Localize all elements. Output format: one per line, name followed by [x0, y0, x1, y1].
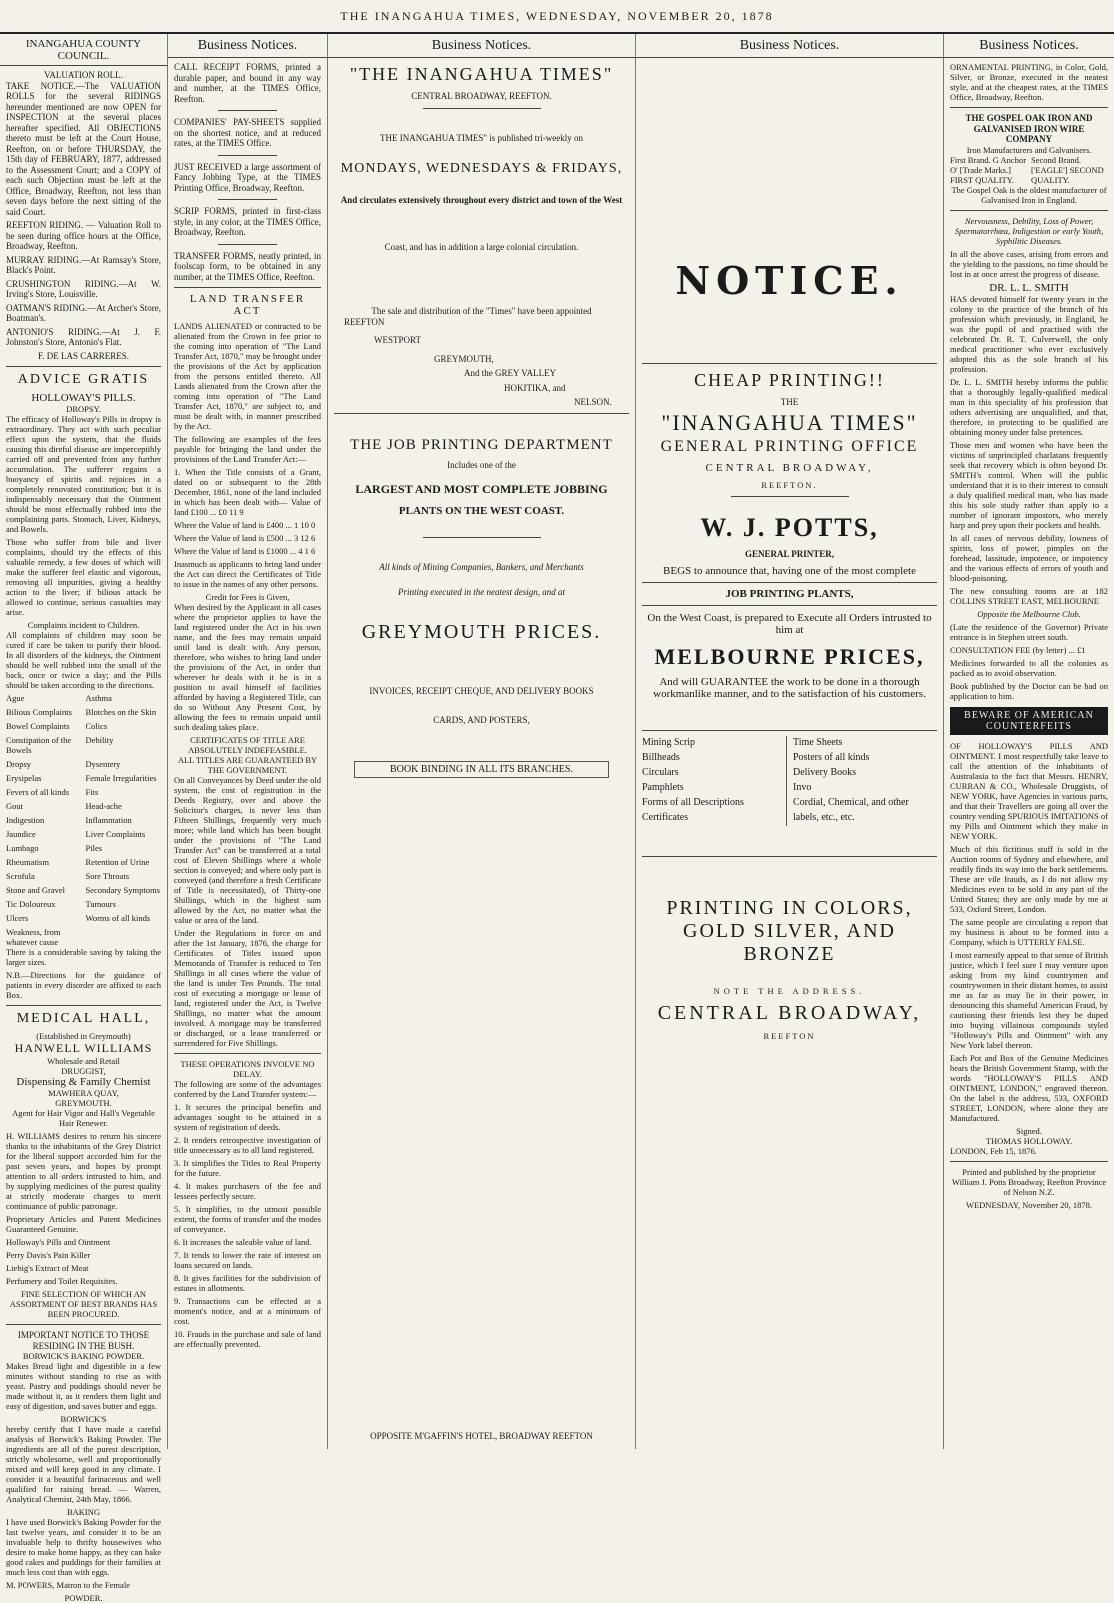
divider — [642, 605, 937, 606]
advantage-item: 8. It gives facilities for the subdivision of estates in allotments. — [174, 1273, 321, 1293]
central-broadway-2: CENTRAL BROADWAY, — [657, 1002, 922, 1024]
place-grey-valley: And the GREY VALLEY — [464, 368, 557, 378]
disease-item: Scrofula — [6, 871, 35, 881]
advantage-item: 9. Transactions can be effected at a moment's notice, and at a minimum of cost. — [174, 1296, 321, 1326]
place-nelson: NELSON. — [574, 397, 612, 407]
smith-title: DR. L. L. SMITH — [989, 281, 1069, 294]
fee-3: Where the Value of land is £500 ... 3 12 6 — [174, 533, 316, 543]
advice-title: ADVICE GRATIS — [17, 372, 150, 387]
times-title: "THE INANGAHUA TIMES" — [349, 64, 614, 84]
divider — [6, 1324, 161, 1325]
dropsy-title: DROPSY. — [66, 404, 101, 414]
potts-name: W. J. POTTS, — [700, 512, 879, 542]
fee-4: Where the Value of land is £1000 ... 4 1 6 — [174, 546, 316, 556]
disease-item: Worms of all kinds — [85, 913, 151, 923]
operations-title: THESE OPERATIONS INVOLVE NO DELAY. — [180, 1059, 315, 1079]
printing-item: Pamphlets — [642, 782, 684, 793]
disease-item: Constipation of the Bowels — [6, 735, 72, 755]
divider — [950, 107, 1108, 108]
job-title: THE JOB PRINTING DEPARTMENT — [350, 436, 613, 453]
imprint-date: WEDNESDAY, November 20, 1878. — [965, 1199, 1093, 1210]
fee-1: 1. When the Title consists of a Grant, dated on or subsequent to the 28th December, 1861, none of the land included in which has been dealt with— Value of land £100 ... £0 11 9 — [174, 467, 321, 517]
divider — [950, 210, 1108, 211]
gospel-oak-sub: Iron Manufacturers and Galvanisers. — [966, 144, 1092, 155]
notice-jobbing-type: JUST RECEIVED a large assortment of Fancy Jobbing Type, at the TIMES Printing Office, Broadway, Reefton. — [174, 161, 321, 193]
medical-title: MEDICAL HALL, — [16, 1011, 151, 1026]
advantage-item: 2. It renders retrospective investigation of title unnecessary as to all land registered. — [174, 1135, 321, 1155]
ornamental-notice: ORNAMENTAL PRINTING, in Color, Gold, Silver, or Bronze, executed in the neatest style, and at the cheapest rates, at the TIMES Office, Broadway, Reefton. — [950, 62, 1108, 102]
certificates-title: CERTIFICATES OF TITLE ARE ABSOLUTELY INDEFEASIBLE. — [188, 735, 307, 755]
divider — [950, 1161, 1108, 1162]
advantages-list — [174, 1102, 321, 1349]
bookbinding-line: BOOK BINDING IN ALL ITS BRANCHES. — [354, 761, 609, 778]
printing-item: Posters of all kinds — [793, 752, 870, 763]
riding-1: REEFTON RIDING. — Valuation Roll to be seen during office hours at the Office, Broadway, Reefton. — [6, 220, 161, 251]
advantage-item: 5. It simplifies, to the utmost possible extent, the forms of transfer and the modes of conveyance. — [174, 1204, 321, 1234]
divider — [642, 363, 937, 364]
nervousness-line: Nervousness, Debility, Loss of Power, Spermatorrhœa, Indigestion or early Youth, Syphilitic Diseases. — [954, 215, 1104, 246]
gospel-oak-title: THE GOSPEL OAK IRON AND GALVANISED IRON WIRE COMPANY — [965, 113, 1093, 144]
printing-line: Printing executed in the neatest design, and at — [398, 586, 565, 597]
notice-heading: NOTICE. — [675, 258, 904, 303]
circulates-line-2: Coast, and has in addition a large colonial circulation. — [384, 241, 579, 252]
holloway-text-2: Much of this fictitious stuff is sold in the Auction rooms of Sydney and elsewhere, and readily finds its way into the back settlements. These are vile frauds, as I do not allow my Medicines even to be sold in any part of the United States; they are only made by me at 533, Oxford Street, London. — [950, 843, 1108, 914]
advantage-item: 3. It simplifies the Titles to Real Property for the future. — [174, 1158, 321, 1178]
divider — [334, 413, 629, 414]
column-2 — [168, 34, 328, 1449]
medical-text: H. WILLIAMS desires to return his sincere thanks to the inhabitants of the Grey District for the liberal support accorded him for the past seven years, and hopes by prompt attention to all orders intrusted to him, and by supplying medicines of the purest quality at strictly moderate charges to merit continuance of public patronage. — [6, 1131, 161, 1211]
guaranteed-text-2: Under the Regulations in force on and after the 1st January, 1876, the charge for Certificates of Titles issued upon Memoranda of Transfer is reduced to Ten Shillings in all cases where the value of the land is under Ten Pounds. The total cost of executing a mortgage or lease of land, registered under the Act, is Twelve Shillings, no matter what the amount involved. A mortgage may be transferred or discharged, or a lease transferred or surrendered for Five Shillings. — [174, 928, 321, 1048]
medical-name: HANWELL WILLIAMS — [14, 1041, 153, 1055]
items-right-list — [787, 736, 937, 826]
place-westport: WESTPORT — [374, 335, 421, 345]
divider — [731, 496, 849, 497]
reefton-label-2: REEFTON — [763, 1031, 816, 1041]
divider — [174, 1053, 321, 1054]
holloway-title: HOLLOWAY'S PILLS. — [31, 392, 136, 404]
holloway-text: OF HOLLOWAY'S PILLS AND OINTMENT. I most respectfully take leave to call the attention of the inhabitants of Australasia to the fact that Messrs. HENRY, CURRAN & CO., Wholesale Druggists, of NEW YORK, have Agencies in various parts, and that their Travellers are going all over the country vending SPURIOUS IMITATIONS of my Pills and Ointment which they make in NEW YORK. — [950, 740, 1108, 841]
smith-late: (Late the residence of the Governor) Private entrance is in Stephen street south. — [950, 621, 1108, 642]
smith-club: Opposite the Melbourne Club. — [977, 608, 1081, 619]
holloway-text-2: Those who suffer from bile and liver complaints, should try the effects of this valuable remedy, a few doses of which will make the sufferer feel elastic and vigorous, removing all impurities, giving a healthy action to the liver; if bilious attack be allowed to continue, serious casualties may arise. — [6, 537, 161, 617]
borwick-text-2: hereby certify that I have made a careful analysis of Borwick's Baking Powder. The ingredients are all of the purest description, strictly wholesome, well and proportionally mixed and will keep good in any climate. I consider it a beautiful farinaceous and well qualified for raising bread. — Warren, Analytical Chemist, 24th May, 1866. — [6, 1424, 161, 1504]
business-notices-header: Business Notices. — [168, 34, 327, 58]
smith-text-3: Those men and women who have been the victims of unprincipled charlatans frequently seek that recovery which is often beyond Dr. SMITH's control. When will the public understand that it is to their interest to consult a duly qualified medical man, who has made this his sole study rather than apply to a number of ignorant impostors, who merely harp and prey upon their pockets and health. — [950, 439, 1108, 530]
baking-heading: BAKING — [66, 1507, 101, 1517]
baking-sign: M. POWERS, Matron to the Female — [6, 1580, 130, 1590]
medical-selection: FINE SELECTION OF WHICH AN ASSORTMENT OF BEST BRANDS HAS BEEN PROCURED. — [9, 1289, 158, 1319]
printing-item: Time Sheets — [793, 737, 843, 748]
notice-transfer-forms: TRANSFER FORMS, neatly printed, in foolscap form, to be obtained in any number, at the TIMES Office, Reefton. — [174, 250, 321, 282]
divider — [6, 366, 161, 367]
publishing-days: MONDAYS, WEDNESDAYS & FRIDAYS, — [340, 161, 623, 176]
advantages-intro: The following are some of the advantages conferred by the Land Transfer system:— — [174, 1079, 321, 1099]
kinds-line: All kinds of Mining Companies, Bankers, and Merchants — [379, 562, 584, 572]
powder-label: POWDER. — [64, 1593, 103, 1603]
land-fees: The following are examples of the fees payable for bringing the land under the provisions of the Land Transfer Act:— — [174, 434, 321, 464]
disease-item: Gout — [6, 801, 23, 811]
place-reefton: REEFTON — [344, 316, 385, 327]
printing-item: Certificates — [642, 812, 689, 823]
beware-banner: BEWARE OF AMERICAN COUNTERFEITS — [950, 707, 1108, 735]
divider — [642, 582, 937, 583]
credit-text: When desired by the Applicant in all cases where the proprietor applies to have the land registered under the Act in his own name, and the fees may remain unpaid until land is dealt with. Any person, therefore, who wishes to bring land under the provisions of the Act, in order that wherever he deals with it he is in a position to avail himself of facilities afforded by having a Registered Title, can do so Without Any Present Cost, by allowing the fees to remain unpaid until such dealing takes place. — [174, 602, 321, 732]
gospel-oak-brands — [950, 155, 1108, 185]
published-line: THE INANGAHUA TIMES" is published tri-weekly on — [380, 132, 583, 143]
notice-scrip-forms: SCRIP FORMS, printed in first-class style, in any color, at the TIMES Office, Broadway, Reefton. — [174, 206, 321, 237]
complaints-text: All complaints of children may soon be cured if care be taken to purify their blood. In all disorders of the kidneys, the Ointment should be well rubbed into the small of the back, once or twice a day; and the Pills should be taken according to the directions. — [6, 630, 161, 690]
complaints-title: Complaints incident to Children. — [27, 620, 140, 630]
imprint: Printed and published by the proprietor William J. Potts Broadway, Reefton Province of Nelson N.Z. — [951, 1166, 1107, 1197]
disease-item: Head-ache — [85, 801, 122, 811]
medical-line-5: GREYMOUTH. — [55, 1098, 112, 1108]
items-left-list — [642, 736, 787, 826]
disease-item: Bilious Complaints — [6, 707, 72, 717]
disease-item: Stone and Gravel — [6, 885, 66, 895]
saving-note: There is a considerable saving by taking the larger sizes. — [6, 947, 161, 967]
medical-agent: Agent for Hair Vigor and Hall's Vegetable Hair Renewer. — [12, 1108, 155, 1128]
melbourne-prices: MELBOURNE PRICES, — [654, 644, 925, 669]
notice-receipt-forms: CALL RECEIPT FORMS, printed a durable paper, and bound in any way and number, at the TIMES Office, Reefton. — [174, 62, 321, 104]
advantage-item: 10. Frauds in the purchase and sale of land are effectually prevented. — [174, 1329, 321, 1349]
column-4 — [636, 34, 944, 1449]
smith-text-4: In all cases of nervous debility, lowness of spirits, loss of power, pimples on the forehead, lassitude, impotence, or impotency and the various effects of errors of youth and blood-poisoning. — [950, 532, 1108, 583]
divider — [174, 287, 321, 288]
divider — [423, 108, 541, 109]
printing-item: Invo — [793, 782, 812, 793]
brand-second: Second Brand. ['EAGLE'] SECOND QUALITY. — [1031, 154, 1104, 185]
divider — [642, 730, 937, 731]
advantage-item: 1. It secures the principal benefits and advantages sought to be attained in a system of registration of deeds. — [174, 1102, 321, 1132]
valuation-title: VALUATION ROLL. — [44, 70, 123, 80]
advantage-item: 4. It makes purchasers of the fee and lessees perfectly secure. — [174, 1181, 321, 1201]
land-transfer-title: LAND TRANSFER ACT — [189, 293, 306, 317]
job-includes: Includes one of the — [447, 459, 516, 470]
divider — [218, 199, 277, 200]
printing-items — [642, 736, 937, 826]
disease-item: Lumbago — [6, 843, 39, 853]
general-printer: GENERAL PRINTER, — [744, 548, 834, 559]
nervousness-text: In all the above cases, arising from errors and the yielding to the passions, no time should be lost in at once arrest the progress of disease. — [950, 248, 1108, 279]
borwick-title: IMPORTANT NOTICE TO THOSE RESIDING IN THE BUSH. — [17, 1330, 150, 1351]
the-label: THE — [780, 397, 799, 407]
business-notices-header: Business Notices. — [944, 34, 1114, 58]
holloway-text-3: The same people are circulating a report that my business is about to be formed into a Company, which is UTTERLY FALSE. — [950, 916, 1108, 947]
disease-item: Fits — [85, 787, 99, 797]
valuation-text: TAKE NOTICE.—The VALUATION ROLLS for the several RIDINGS hereunder mentioned are now OPEN for INSPECTION at the several places hereafter specified. All OBJECTIONS thereto must be left at the Court House, Reefton, on or before THURSDAY, the 15th day of FEBRUARY, 1877, addressed to the Assessment Court; and a COPY of each such Objection must be left at the Office, Broadway, Reefton, not less than seven days before the next sitting of the said Court. — [6, 80, 161, 217]
smith-fee: CONSULTATION FEE (by letter) ... £1 — [950, 644, 1086, 655]
printing-item: Circulars — [642, 767, 679, 778]
guaranteed-title: ALL TITLES ARE GUARANTEED BY THE GOVERNMENT. — [177, 755, 318, 775]
disease-item: Fevers of all kinds — [6, 787, 70, 797]
diseases-list — [6, 693, 161, 947]
disease-item: Dysentery — [85, 759, 121, 769]
disease-item: Weakness, from whatever cause — [6, 927, 61, 947]
medical-item-2: Holloway's Pills and Ointment — [6, 1237, 111, 1247]
printing-item: Forms of all Descriptions — [642, 797, 744, 808]
medical-item-5: Perfumery and Toilet Requisites. — [6, 1276, 118, 1286]
advantage-item: 7. It tends to lower the rate of interest on loans secured on lands. — [174, 1250, 321, 1270]
divider — [642, 856, 937, 857]
signed-label: Signed. — [1016, 1125, 1042, 1136]
circulates-line: And circulates extensively throughout every district and town of the West — [340, 195, 623, 205]
holloway-text-4: I most earnestly appeal to that sense of British justice, which I feel sure I may venture upon asking from my kind countrymen and countrywomen in their distant homes, to assist me as far as may lie in their power, in denouncing this shameful American Fraud, by cautioning their friends lest they be duped into buying villainous compounds styled "Holloway's Pills and Ointment" with any New York label thereon. — [950, 949, 1108, 1050]
nb-note: N.B.—Directions for the guidance of patients in every disorder are affixed to each Box. — [6, 970, 161, 1000]
times-address: CENTRAL BROADWAY, REEFTON. — [411, 91, 552, 101]
disease-item: Tic Doloureux — [6, 899, 56, 909]
sale-line: The sale and distribution of the "Times" have been appointed — [371, 306, 592, 316]
valuation-sign: F. DE LAS CARRERES. — [37, 350, 130, 361]
smith-fee-2: Medicines forwarded to all the colonies as packed as to avoid observation. — [950, 657, 1108, 678]
smith-address: The new consulting rooms are at 182 COLLINS STREET EAST, MELBOURNE — [950, 585, 1108, 606]
disease-item: Erysipelas — [6, 773, 42, 783]
disease-item: Bowel Complaints — [6, 721, 70, 731]
job-plants: JOB PRINTING PLANTS, — [725, 588, 854, 600]
cheap-printing: CHEAP PRINTING!! — [694, 370, 885, 390]
medical-line-3: Dispensing & Family Chemist — [16, 1076, 151, 1088]
central-broadway: CENTRAL BROADWAY, — [705, 461, 874, 474]
baking-text: I have used Borwick's Baking Powder for the last twelve years, and consider it to be an invaluable help to thrifty housewives who desire to make home happy, as they can bake good cakes and puddings for their families at much less cost than with eggs. — [6, 1517, 161, 1577]
cards-line: CARDS, AND POSTERS, — [433, 714, 530, 725]
smith-book: Book published by the Doctor can be had on application to him. — [950, 680, 1108, 701]
riding-3: CRUSHINGTON RIDING.—At W. Irving's Store, Louisville. — [6, 278, 161, 299]
borwick-sub: BORWICK'S BAKING POWDER. — [22, 1351, 145, 1361]
smith-text: HAS devoted himself for twenty years in the colony to the practice of the branch of his profession which previously, in England, he was the pupil of and practised with the celebrated Dr. R. T. Culverwell, the only medical practitioner who ever exclusively adopted this as the sole branch of his profession. — [950, 293, 1108, 374]
masthead: THE INANGAHUA TIMES, WEDNESDAY, NOVEMBER 20, 1878 — [0, 0, 1114, 34]
notice-pay-sheets: COMPANIES' PAY-SHEETS supplied on the shortest notice, and at reduced rates, at the TIMES Office. — [174, 117, 321, 148]
council-header: INANGAHUA COUNTY COUNCIL. — [0, 34, 167, 66]
holloway-text-5: Each Pot and Box of the Genuine Medicines bears the British Government Stamp, with the words "HOLLOWAY'S PILLS AND OINTMENT, LONDON," engraved thereon. On the label is the address, 533, OXFORD STREET, LONDON, where alone they are Manufactured. — [950, 1052, 1108, 1123]
credit-title: Credit for Fees is Given, — [205, 592, 290, 602]
disease-item: Piles — [85, 843, 103, 853]
medical-line-4: MAWHERA QUAY, — [48, 1088, 119, 1098]
holloway-text: The efficacy of Holloway's Pills in dropsy is extraordinary. They act with such peculiar effect upon the system, that the fluids causing this direful disease are imperceptibly carried off and prevented from any further accumulation. The sufferer regains a buoyancy of spirits and rejoices in a completely renovated constitution; but it is indispensably necessary that the Ointment should be most effectually rubbed into the complaining parts. Stomach, Liver, Kidneys, and Bowels. — [6, 414, 161, 534]
disease-item: Retention of Urine — [85, 857, 150, 867]
divider — [6, 1005, 161, 1006]
disease-item: Dropsy — [6, 759, 32, 769]
printing-item: Billheads — [642, 752, 680, 763]
gospel-oak-text: The Gospel Oak is the oldest manufacturer of Galvanised Iron in England. — [951, 184, 1107, 205]
general-printing: GENERAL PRINTING OFFICE — [660, 437, 919, 455]
disease-item: Indigestion — [6, 815, 45, 825]
signed-date: LONDON, Feb 15, 1876. — [950, 1145, 1037, 1156]
job-plants: PLANTS ON THE WEST COAST. — [398, 505, 565, 517]
riding-4: OATMAN'S RIDING.—At Archer's Store, Boatman's. — [6, 302, 161, 323]
disease-item: Asthma — [85, 693, 112, 703]
divider — [218, 155, 277, 156]
column-3 — [328, 34, 636, 1449]
borwick-text: Makes Bread light and digestible in a few minutes without standing to rise as with yeast. Pastry and puddings should never be made without it, as it renders them light and easy of digestion, and saves butter and eggs. — [6, 1361, 161, 1411]
medical-item-3: Perry Davis's Pain Killer — [6, 1250, 91, 1260]
column-5 — [944, 34, 1114, 1449]
business-notices-header: Business Notices. — [636, 34, 943, 58]
place-greymouth: GREYMOUTH, — [434, 353, 494, 364]
disease-item: Ague — [6, 693, 25, 703]
riding-5: ANTONIO'S RIDING.—At J. F. Johnston's Store, Antonio's Flat. — [6, 326, 161, 347]
disease-item: Secondary Symptoms — [85, 885, 160, 895]
begs-line: BEGS to announce that, having one of the most complete — [663, 565, 916, 577]
medical-line-2: DRUGGIST, — [61, 1066, 106, 1076]
job-largest: LARGEST AND MOST COMPLETE JOBBING — [355, 482, 608, 496]
reefton-label: REEFTON. — [761, 479, 818, 490]
borwick-heading: BORWICK'S — [60, 1414, 107, 1424]
note-address: NOTE THE ADDRESS. — [713, 986, 866, 996]
guarantee-line: And will GUARANTEE the work to be done in a thorough workmanlike manner, and to the satisfaction of his customers. — [653, 676, 926, 700]
disease-item: Colics — [85, 721, 108, 731]
medical-item-1: Proprietary Articles and Patent Medicines Guaranteed Genuine. — [6, 1214, 161, 1234]
printing-item: labels, etc., etc. — [793, 812, 855, 823]
medical-item-4: Liebig's Extract of Meat — [6, 1263, 89, 1273]
printing-item: Mining Scrip — [642, 737, 696, 748]
disease-item: Blotches on the Skin — [85, 707, 157, 717]
disease-item: Female Irregularities — [85, 773, 157, 783]
disease-item: Inflammation — [85, 815, 132, 825]
advantage-item: 6. It increases the saleable value of land. — [174, 1237, 312, 1247]
fee-2: Where the Value of land is £400 ... 1 10 0 — [174, 520, 316, 530]
riding-2: MURRAY RIDING.—At Ramsay's Store, Black's Point. — [6, 254, 161, 275]
printing-item: Cordial, Chemical, and other — [793, 797, 909, 808]
divider — [218, 244, 277, 245]
printing-item: Delivery Books — [793, 767, 857, 778]
disease-item: Debility — [85, 735, 114, 745]
divider — [423, 537, 541, 538]
disease-item: Jaundice — [6, 829, 36, 839]
west-coast-line: On the West Coast, is prepared to Execute all Orders intrusted to him at — [647, 612, 932, 636]
land-text: LANDS ALIENATED or contracted to be alienated from the Crown in fee prior to the coming into operation of "The Land Transfer Act, 1870," may be brought under the provisions of the Act by application from the persons entitled thereto. All Lands alienated from the Crown after the coming into operation of "The Land Transfer Act, 1870," are subject to, and must be dealt with, in manner prescribed by the Act. — [174, 321, 321, 431]
divider — [218, 110, 277, 111]
greymouth-prices: GREYMOUTH PRICES. — [361, 621, 602, 643]
colors-line: PRINTING IN COLORS, GOLD SILVER, AND BRONZE — [666, 897, 913, 965]
signed-name: THOMAS HOLLOWAY. — [985, 1135, 1073, 1146]
place-hokitika: HOKITIKA, and — [504, 382, 566, 393]
disease-item: Sore Throats — [85, 871, 130, 881]
medical-sub: (Established in Greymouth) — [36, 1031, 131, 1041]
disease-item: Liver Complaints — [85, 829, 146, 839]
brand-first: First Brand. G Anchor O' [Trade Marks.] FIRST QUALITY. — [950, 154, 1027, 185]
smith-text-2: Dr. L. L. SMITH hereby informs the public that a thoroughly legally-qualified medical man in this speciality of his profession that others advertising are unqualified, and that, therefore, in protecting to be qualified are obtaining money under false pretences. — [950, 376, 1108, 437]
medical-line-1: Wholesale and Retail — [47, 1056, 120, 1066]
times-footer: OPPOSITE M'GAFFIN'S HOTEL, BROADWAY REEFTON — [370, 1430, 593, 1441]
column-1 — [0, 34, 168, 1603]
disease-item: Rheumatism — [6, 857, 49, 867]
disease-item: Tumours — [85, 899, 116, 909]
business-notices-header: Business Notices. — [328, 34, 635, 58]
land-text-2: Inasmuch as applicants to bring land under the Act can direct the Certificates of Title to issue in the names of any other persons. — [174, 559, 321, 589]
invoices-line: INVOICES, RECEIPT CHEQUE, AND DELIVERY BOOKS — [369, 686, 594, 696]
times-title: "INANGAHUA TIMES" — [661, 409, 918, 435]
guaranteed-text: On all Conveyances by Deed under the old system, the cost of registration in the Deeds Registry, over and above the Solicitor's charges, is never less than Fifteen Shillings, frequently very much more; while land which has been bought under the provisions of "The Land Transfer Act" can be transferred at a total cost of Eleven Shillings where a whole section is conveyed; and where only part is conveyed (and therefore a fresh Certificate of Title is necessitated), of Thirty-one Shillings, which in the highest sum allowed by the Act, no matter what the value or area of the land. — [174, 775, 321, 925]
disease-item: Ulcers — [6, 913, 29, 923]
